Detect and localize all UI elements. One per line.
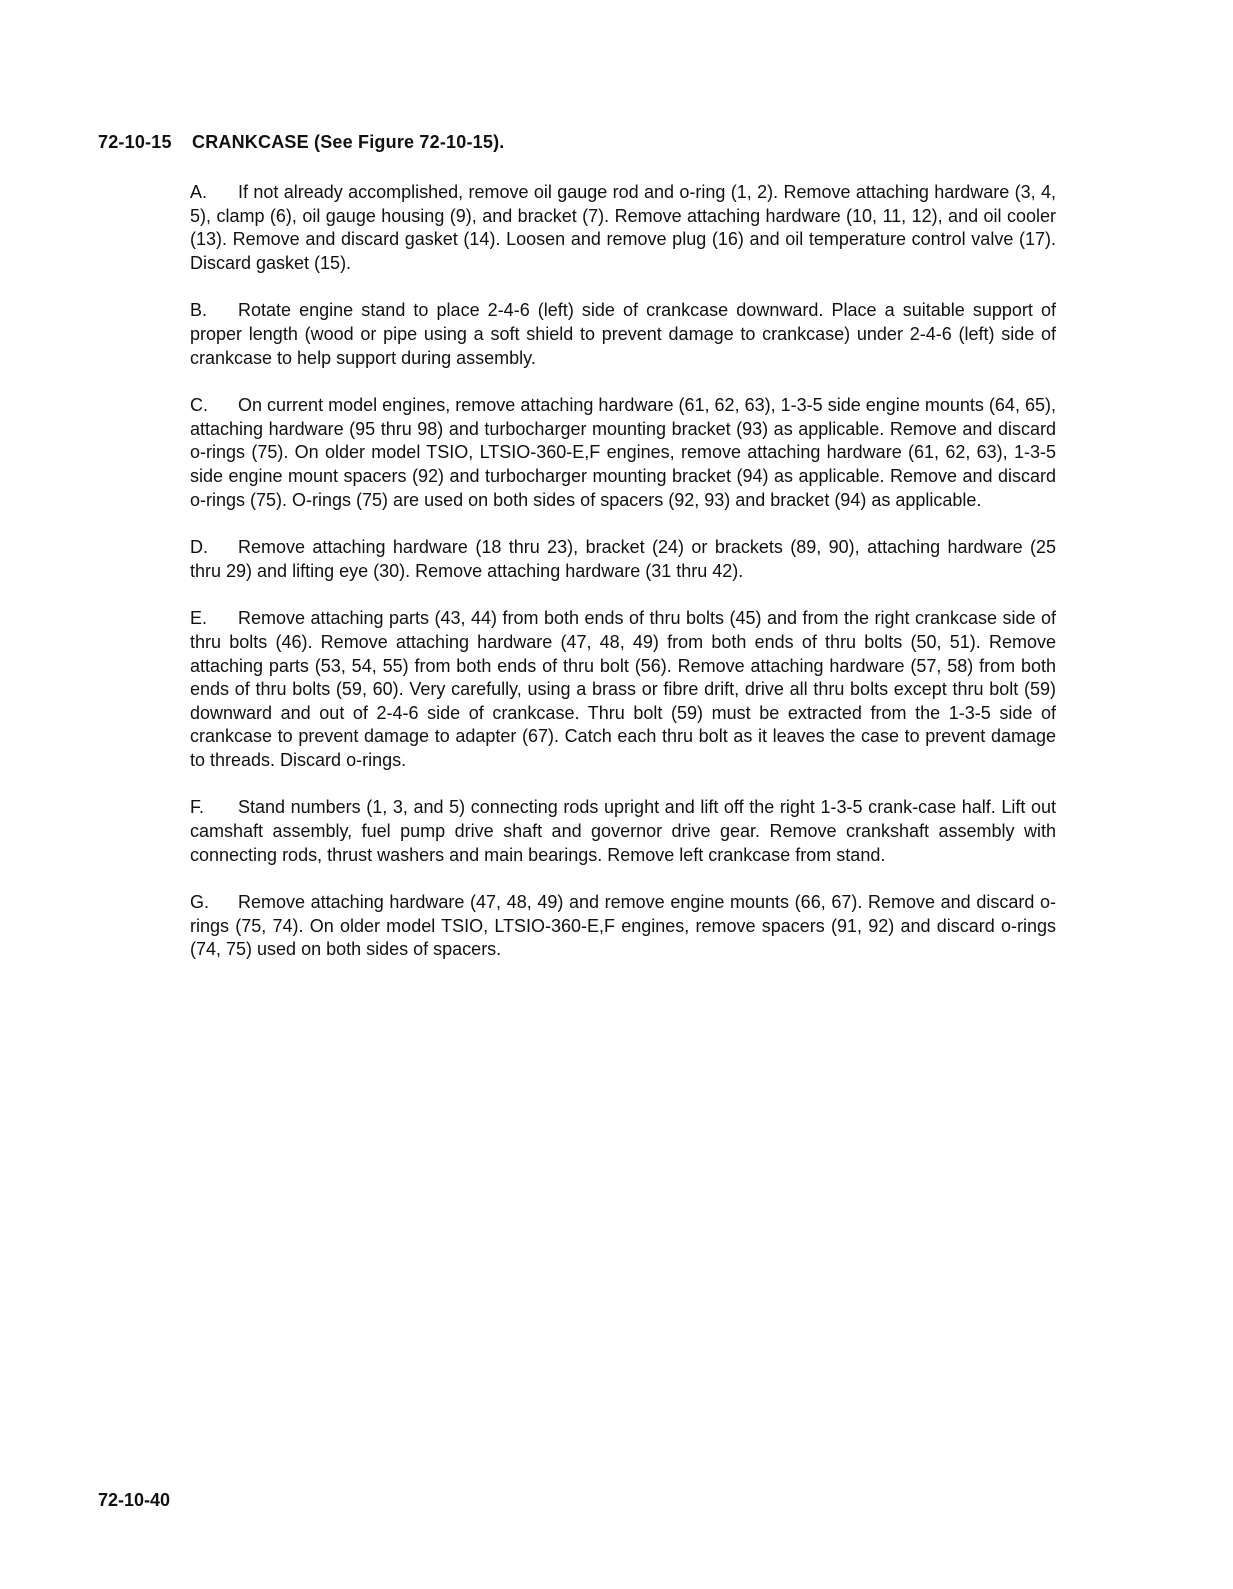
step-f [190,796,1056,867]
page-number: 72-10-40 [98,1490,171,1510]
step-letter: C. [190,395,208,416]
step-text: Stand numbers (1, 3, and 5) connecting rods upright and lift off the right 1-3-5 crank-case half. Lift out camshaft assembly, fuel pump drive shaft and governor drive gear. Remove crankshaft assembly with connecting rods, thrust washers and main bearings. Remove left crankcase from stand. [190,797,1056,865]
section-heading [98,132,504,153]
step-b [190,299,1056,370]
step-letter: G. [190,892,210,913]
step-letter: A. [190,182,208,202]
step-letter: D. [190,537,208,558]
step-text: Remove attaching parts (43, 44) from both ends of thru bolts (45) and from the right crankcase side of thru bolts (46). Remove attaching hardware (47, 48, 49) from both ends of thru bolts (50, 51). Remove attaching parts (53, 54, 55) from both ends of thru bolt (56). Remove attaching hardware (57, 58) from both ends of thru bolts (59, 60). Very carefully, using a brass or fibre drift, drive all thru bolts except thru bolt (59) downward and out of 2-4-6 side of crankcase. Thru bolt (59) must be extracted from the 1-3-5 side of crankcase to prevent damage to adapter (67). Catch each thru bolt as it leaves the case to prevent damage to threads. Discard o-rings. [190,608,1056,770]
procedure-steps [190,181,1056,986]
step-a [190,181,1056,275]
step-letter: F. [190,797,205,818]
step-text: Rotate engine stand to place 2-4-6 (left) side of crankcase downward. Place a suitable support of proper length (wood or pipe using a soft shield to prevent damage to crankcase) under 2-4-6 (left) side of crankcase to help support during assembly. [190,300,1056,368]
step-text: Remove attaching hardware (47, 48, 49) and remove engine mounts (66, 67). Remove and discard o-rings (75, 74). On older model TSIO, LTSIO-360-E,F engines, remove spacers (91, 92) and discard o-rings (74, 75) used on both sides of spacers. [190,892,1056,960]
step-letter: B. [190,300,208,321]
step-text: If not already accomplished, remove oil gauge rod and o-ring (1, 2). Remove attaching hardware (3, 4, 5), clamp (6), oil gauge housing (9), and bracket (7). Remove attaching hardware (10, 11, 12), and oil cooler (13). Remove and discard gasket (14). Loosen and remove plug (16) and oil temperature control valve (17). Discard gasket (15). [190,182,1056,273]
step-letter: E. [190,608,208,629]
section-title: CRANKCASE (See Figure 72-10-15). [192,132,505,152]
step-text: On current model engines, remove attaching hardware (61, 62, 63), 1-3-5 side engine mounts (64, 65), attaching hardware (95 thru 98) and turbocharger mounting bracket (93) as applicable. Remove and discard o-rings (75). On older model TSIO, LTSIO-360-E,F engines, remove attaching hardware (61, 62, 63), 1-3-5 side engine mount spacers (92) and turbocharger mounting bracket (94) as applicable. Remove and discard o-rings (75). O-rings (75) are used on both sides of spacers (92, 93) and bracket (94) as applicable. [190,395,1056,510]
step-text: Remove attaching hardware (18 thru 23), bracket (24) or brackets (89, 90), attaching hardware (25 thru 29) and lifting eye (30). Remove attaching hardware (31 thru 42). [190,537,1056,581]
step-c [190,394,1056,512]
section-number: 72-10-15 [98,132,172,152]
step-d [190,536,1056,583]
step-e [190,607,1056,772]
step-g [190,891,1056,962]
